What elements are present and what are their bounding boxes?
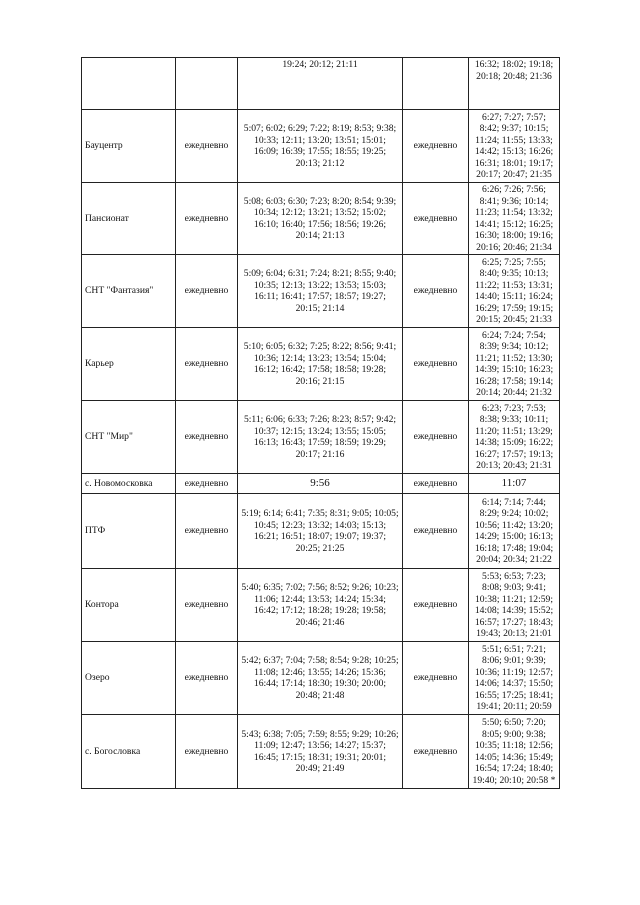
stop-name <box>82 58 176 110</box>
times-return: 5:51; 6:51; 7:21; 8:06; 9:01; 9:39; 10:36; 11:19; 12:57; 14:06; 14:37; 15:50; 16:55; 17:25; 18:41; 19:41; 20:11; 20:59 <box>469 642 560 715</box>
days-outbound: ежедневно <box>176 474 238 494</box>
times-return: 6:14; 7:14; 7:44; 8:29; 9:24; 10:02; 10:56; 11:42; 13:20; 14:29; 15:00; 16:13; 16:18; 17:48; 19:04; 20:04; 20:34; 21:22 <box>469 494 560 569</box>
table-row <box>82 474 560 494</box>
days-outbound: ежедневно <box>176 183 238 255</box>
days-return: ежедневно <box>403 642 469 715</box>
table-row <box>82 569 560 642</box>
table-row <box>82 715 560 789</box>
times-return: 16:32; 18:02; 19:18; 20:18; 20:48; 21:36 <box>469 58 560 110</box>
stop-name: Бауцентр <box>82 110 176 183</box>
times-outbound: 5:42; 6:37; 7:04; 7:58; 8:54; 9:28; 10:25; 11:08; 12:46; 13:55; 14:26; 15:36; 16:44; 17:14; 18:30; 19:30; 20:00; 20:48; 21:48 <box>238 642 403 715</box>
days-return: ежедневно <box>403 494 469 569</box>
days-return: ежедневно <box>403 474 469 494</box>
days-outbound: ежедневно <box>176 642 238 715</box>
times-outbound: 9:56 <box>238 474 403 494</box>
times-outbound: 5:19; 6:14; 6:41; 7:35; 8:31; 9:05; 10:05; 10:45; 12:23; 13:32; 14:03; 15:13; 16:21; 16:51; 18:07; 19:07; 19:37; 20:25; 21:25 <box>238 494 403 569</box>
days-return: ежедневно <box>403 255 469 328</box>
table-row <box>82 328 560 401</box>
days-outbound: ежедневно <box>176 110 238 183</box>
stop-name: Пансионат <box>82 183 176 255</box>
table-row <box>82 401 560 474</box>
times-outbound: 5:43; 6:38; 7:05; 7:59; 8:55; 9:29; 10:26; 11:09; 12:47; 13:56; 14:27; 15:37; 16:45; 17:15; 18:31; 19:31; 20:01; 20:49; 21:49 <box>238 715 403 789</box>
days-outbound: ежедневно <box>176 255 238 328</box>
days-return: ежедневно <box>403 715 469 789</box>
stop-name: Контора <box>82 569 176 642</box>
stop-name: ПТФ <box>82 494 176 569</box>
stop-name: СНТ "Фантазия" <box>82 255 176 328</box>
times-outbound: 5:09; 6:04; 6:31; 7:24; 8:21; 8:55; 9:40; 10:35; 12:13; 13:22; 13:53; 15:03; 16:11; 16:41; 17:57; 18:57; 19:27; 20:15; 21:14 <box>238 255 403 328</box>
days-return <box>403 58 469 110</box>
times-return: 11:07 <box>469 474 560 494</box>
times-outbound: 5:11; 6:06; 6:33; 7:26; 8:23; 8:57; 9:42; 10:37; 12:15; 13:24; 13:55; 15:05; 16:13; 16:43; 17:59; 18:59; 19:29; 20:17; 21:16 <box>238 401 403 474</box>
stop-name: СНТ "Мир" <box>82 401 176 474</box>
times-outbound: 5:08; 6:03; 6:30; 7:23; 8:20; 8:54; 9:39; 10:34; 12:12; 13:21; 13:52; 15:02; 16:10; 16:40; 17:56; 18:56; 19:26; 20:14; 21:13 <box>238 183 403 255</box>
stop-name: с. Богословка <box>82 715 176 789</box>
table-row <box>82 642 560 715</box>
days-return: ежедневно <box>403 110 469 183</box>
schedule-table <box>81 57 560 789</box>
table-row <box>82 110 560 183</box>
stop-name: Озеро <box>82 642 176 715</box>
times-return: 6:24; 7:24; 7:54; 8:39; 9:34; 10:12; 11:21; 11:52; 13:30; 14:39; 15:10; 16:23; 16:28; 17:58; 19:14; 20:14; 20:44; 21:32 <box>469 328 560 401</box>
table-row <box>82 58 560 110</box>
table-row <box>82 183 560 255</box>
days-outbound: ежедневно <box>176 401 238 474</box>
times-return: 6:25; 7:25; 7:55; 8:40; 9:35; 10:13; 11:22; 11:53; 13:31; 14:40; 15:11; 16:24; 16:29; 17:59; 19:15; 20:15; 20:45; 21:33 <box>469 255 560 328</box>
times-return: 6:23; 7:23; 7:53; 8:38; 9:33; 10:11; 11:20; 11:51; 13:29; 14:38; 15:09; 16:22; 16:27; 17:57; 19:13; 20:13; 20:43; 21:31 <box>469 401 560 474</box>
days-outbound: ежедневно <box>176 715 238 789</box>
days-outbound: ежедневно <box>176 328 238 401</box>
times-return: 6:26; 7:26; 7:56; 8:41; 9:36; 10:14; 11:23; 11:54; 13:32; 14:41; 15:12; 16:25; 16:30; 18:00; 19:16; 20:16; 20:46; 21:34 <box>469 183 560 255</box>
days-return: ежедневно <box>403 401 469 474</box>
days-return: ежедневно <box>403 569 469 642</box>
days-outbound: ежедневно <box>176 569 238 642</box>
days-return: ежедневно <box>403 328 469 401</box>
table-row <box>82 255 560 328</box>
table-row <box>82 494 560 569</box>
times-outbound: 5:10; 6:05; 6:32; 7:25; 8:22; 8:56; 9:41; 10:36; 12:14; 13:23; 13:54; 15:04; 16:12; 16:42; 17:58; 18:58; 19:28; 20:16; 21:15 <box>238 328 403 401</box>
stop-name: с. Новомосковка <box>82 474 176 494</box>
days-return: ежедневно <box>403 183 469 255</box>
times-outbound: 5:07; 6:02; 6:29; 7:22; 8:19; 8:53; 9:38; 10:33; 12:11; 13:20; 13:51; 15:01; 16:09; 16:39; 17:55; 18:55; 19:25; 20:13; 21:12 <box>238 110 403 183</box>
days-outbound <box>176 58 238 110</box>
times-outbound: 5:40; 6:35; 7:02; 7:56; 8:52; 9:26; 10:23; 11:06; 12:44; 13:53; 14:24; 15:34; 16:42; 17:12; 18:28; 19:28; 19:58; 20:46; 21:46 <box>238 569 403 642</box>
times-outbound: 19:24; 20:12; 21:11 <box>238 58 403 110</box>
days-outbound: ежедневно <box>176 494 238 569</box>
times-return: 5:53; 6:53; 7:23; 8:08; 9:03; 9:41; 10:38; 11:21; 12:59; 14:08; 14:39; 15:52; 16:57; 17:27; 18:43; 19:43; 20:13; 21:01 <box>469 569 560 642</box>
times-return: 5:50; 6:50; 7:20; 8:05; 9:00; 9:38; 10:35; 11:18; 12:56; 14:05; 14:36; 15:49; 16:54; 17:24; 18:40; 19:40; 20:10; 20:58 * <box>469 715 560 789</box>
times-return: 6:27; 7:27; 7:57; 8:42; 9:37; 10:15; 11:24; 11:55; 13:33; 14:42; 15:13; 16:26; 16:31; 18:01; 19:17; 20:17; 20:47; 21:35 <box>469 110 560 183</box>
stop-name: Карьер <box>82 328 176 401</box>
